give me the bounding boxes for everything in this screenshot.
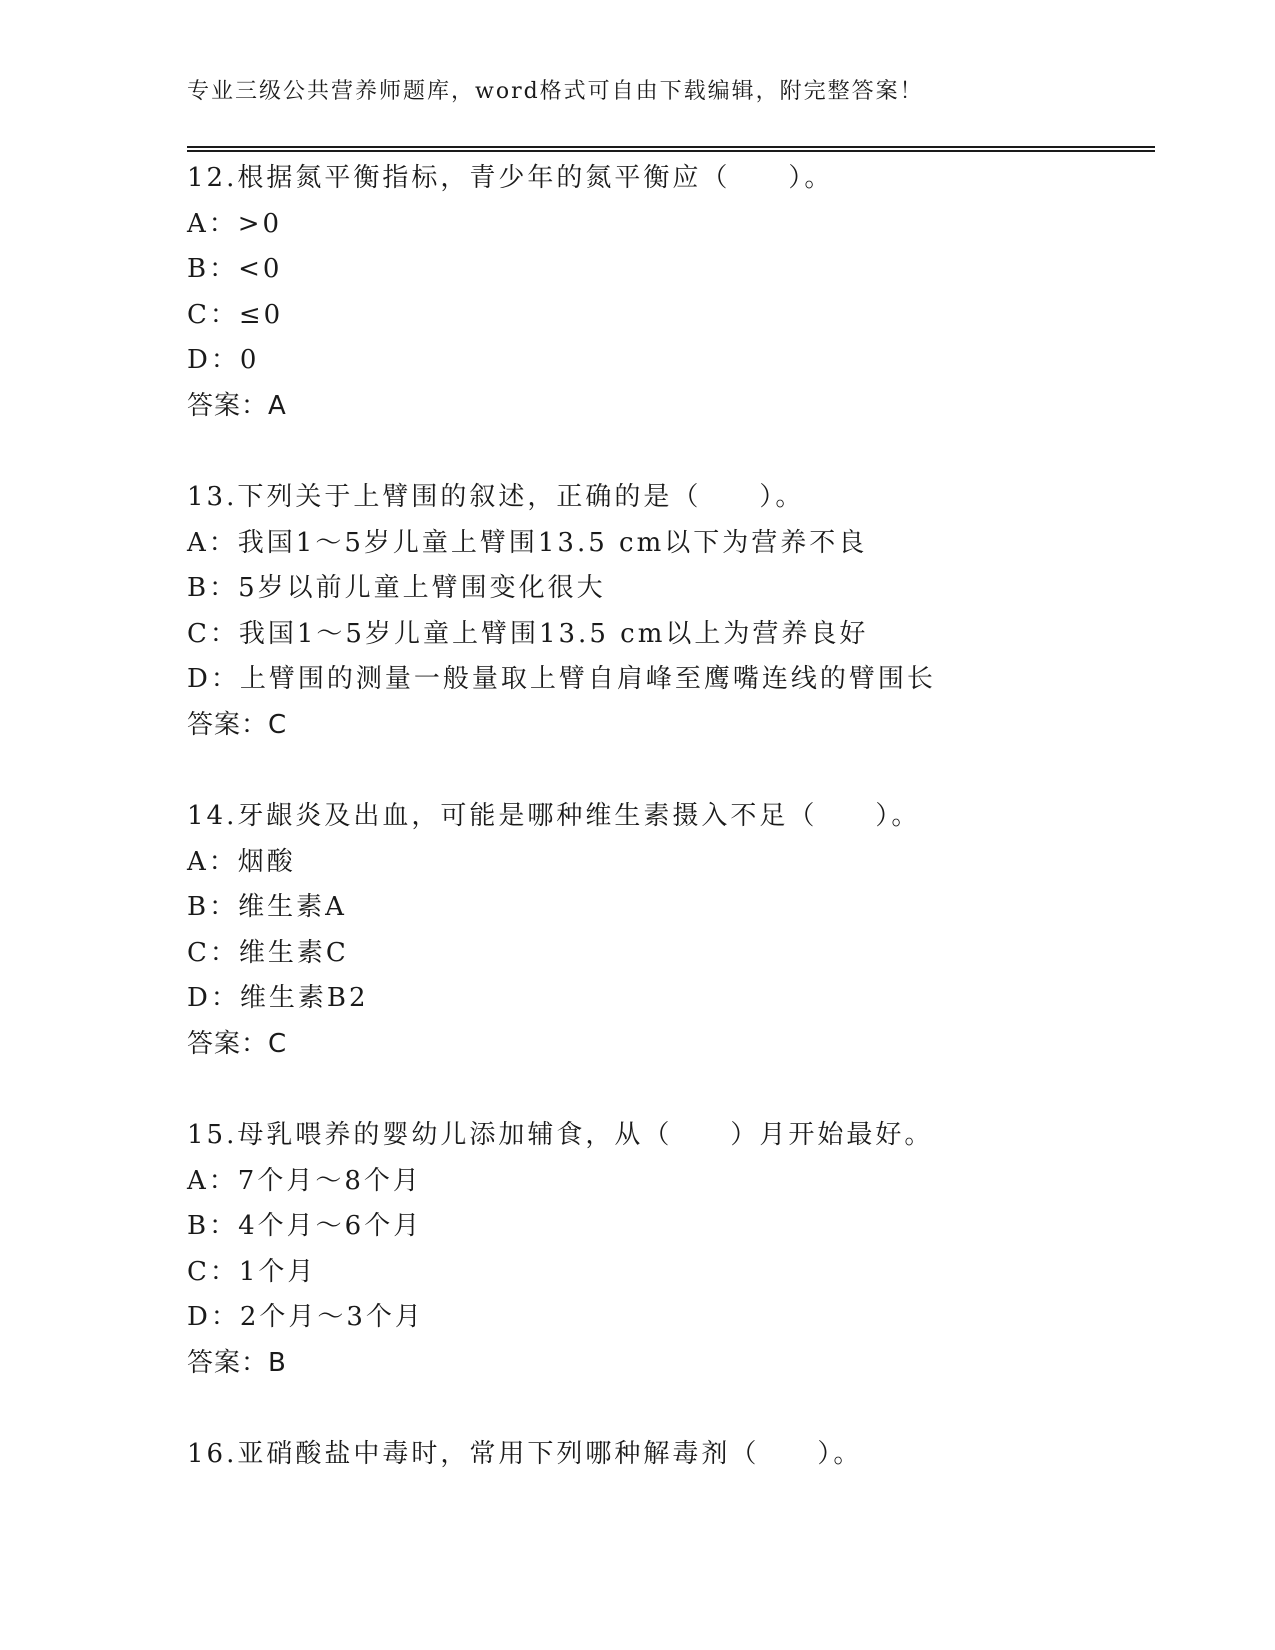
option-b: B：维生素A [187, 892, 347, 922]
question-stem: 16.亚硝酸盐中毒时，常用下列哪种解毒剂（ ）。 [187, 1439, 863, 1469]
option-b: B：4个月～6个月 [187, 1211, 423, 1241]
option-a: A：7个月～8个月 [187, 1165, 422, 1196]
answer-line: 答案：C [187, 1028, 288, 1059]
question-list [187, 156, 1155, 1524]
answer-line: 答案：C [187, 709, 288, 740]
option-c: C：维生素C [187, 937, 349, 968]
question-stem: 12.根据氮平衡指标，青少年的氮平衡应（ ）。 [187, 163, 834, 193]
question-15 [187, 1113, 1155, 1386]
answer-line: 答案：A [187, 390, 287, 421]
option-b: B：<0 [187, 254, 283, 284]
option-b: B：5岁以前儿童上臂围变化很大 [187, 573, 606, 603]
question-stem: 15.母乳喂养的婴幼儿添加辅食，从（ ）月开始最好。 [187, 1120, 934, 1150]
option-d: D：0 [187, 345, 260, 375]
option-a: A：我国1～5岁儿童上臂围13.5 cm以下为营养不良 [187, 527, 868, 558]
page-header: 专业三级公共营养师题库，word格式可自由下载编辑，附完整答案！ [187, 79, 924, 104]
option-c: C：1个月 [187, 1256, 317, 1287]
option-d: D：2个月～3个月 [187, 1302, 424, 1332]
option-c: C：≤0 [187, 299, 284, 330]
option-d: D：上臂围的测量一般量取上臂自肩峰至鹰嘴连线的臂围长 [187, 664, 936, 694]
option-a: A：烟酸 [187, 846, 296, 877]
header-double-rule [187, 146, 1155, 152]
option-c: C：我国1～5岁儿童上臂围13.5 cm以上为营养良好 [187, 618, 869, 649]
question-14 [187, 794, 1155, 1067]
option-d: D：维生素B2 [187, 983, 369, 1013]
question-13 [187, 475, 1155, 748]
question-16 [187, 1432, 1155, 1478]
option-a: A：>0 [187, 208, 283, 239]
question-stem: 14.牙龈炎及出血，可能是哪种维生素摄入不足（ ）。 [187, 801, 921, 831]
question-stem: 13.下列关于上臂围的叙述，正确的是（ ）。 [187, 482, 805, 512]
answer-line: 答案：B [187, 1347, 287, 1378]
question-12 [187, 156, 1155, 429]
